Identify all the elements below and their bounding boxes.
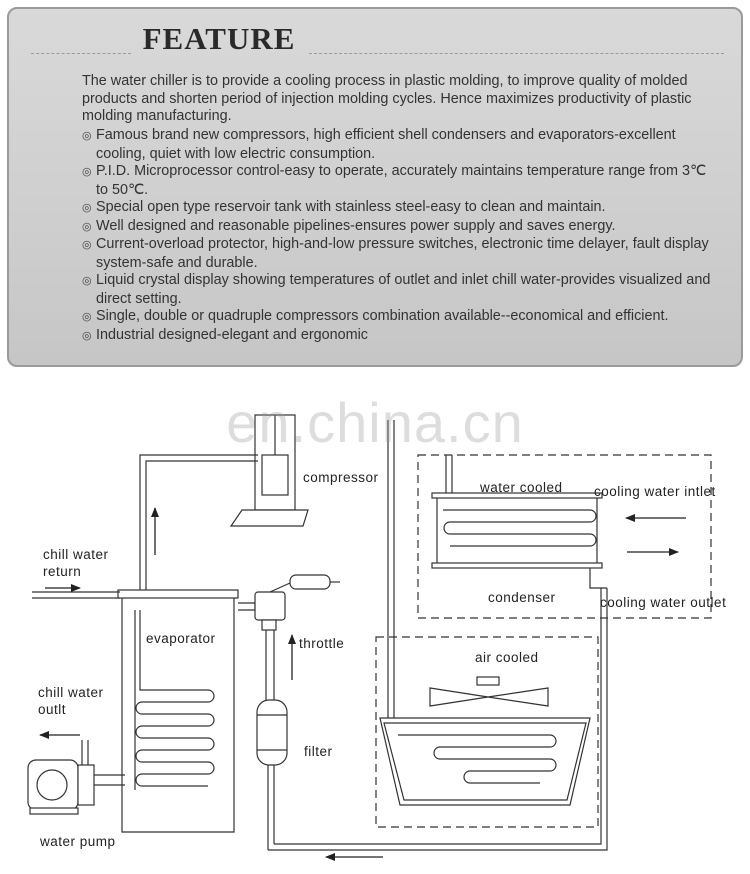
bullet-icon: ◎ xyxy=(82,202,92,214)
feature-list xyxy=(82,127,722,345)
filter-icon xyxy=(257,700,287,850)
fan-icon xyxy=(430,677,548,706)
feature-item-text: Current-overload protector, high-and-low pressure switches, electronic time delayer, fault display system-safe and durable. xyxy=(96,236,709,271)
title-rule-right xyxy=(309,53,724,54)
feature-item xyxy=(82,272,722,308)
air-cooled-condenser-icon xyxy=(380,718,590,805)
label-water-pump: water pump xyxy=(40,834,116,849)
feature-intro: The water chiller is to provide a cooling process in plastic molding, to improve quality of molded products and shorten period of injection molding cycles. Hence maximizes productivity of plastic molding manufacturing. xyxy=(82,73,692,124)
water-pump-icon xyxy=(28,740,125,814)
label-compressor: compressor xyxy=(303,470,379,485)
feature-item xyxy=(82,199,722,218)
feature-item-text: Single, double or quadruple compressors combination available--economical and efficient. xyxy=(96,308,669,324)
water-cooled-condenser-icon xyxy=(432,493,607,588)
feature-item-text: Special open type reservoir tank with stainless steel-easy to clean and maintain. xyxy=(96,199,606,215)
feature-item-text: Liquid crystal display showing temperatures of outlet and inlet chill water-provides visualized and direct setting. xyxy=(96,272,711,307)
feature-item-text: Industrial designed-elegant and ergonomic xyxy=(96,326,369,343)
feature-title: FEATURE xyxy=(142,21,296,56)
feature-item xyxy=(82,327,722,346)
bullet-icon: ◎ xyxy=(82,166,92,178)
feature-item-text: P.I.D. Microprocessor control-easy to operate, accurately maintains temperature range from 3℃ to 50℃. xyxy=(96,163,707,198)
bullet-icon: ◎ xyxy=(82,275,92,287)
label-filter: filter xyxy=(304,744,333,759)
feature-item-text: Well designed and reasonable pipelines-ensures power supply and saves energy. xyxy=(96,217,616,234)
bullet-icon: ◎ xyxy=(82,220,92,233)
feature-item xyxy=(82,218,722,237)
label-condenser: condenser xyxy=(488,590,556,605)
label-water-cooled: water cooled xyxy=(480,480,563,495)
label-air-cooled: air cooled xyxy=(475,650,539,665)
feature-item xyxy=(82,127,722,163)
label-chill-water-outlet-2: outlt xyxy=(38,702,67,717)
evaporator-icon xyxy=(118,590,238,832)
watermark: en.china.cn xyxy=(226,391,524,454)
chill-water-return-arrow xyxy=(32,588,120,598)
label-chill-water-return-1: chill water xyxy=(43,547,109,562)
label-cooling-water-outlet: cooling water outlet xyxy=(600,595,727,610)
feature-panel xyxy=(7,7,743,367)
label-evaporator: evaporator xyxy=(146,631,216,646)
bullet-icon: ◎ xyxy=(82,130,92,142)
label-throttle: throttle xyxy=(299,636,345,651)
label-cooling-water-inlet: cooling water intlet xyxy=(594,484,716,499)
feature-item xyxy=(82,236,722,272)
bullet-icon: ◎ xyxy=(82,329,92,342)
feature-item xyxy=(82,163,722,199)
bullet-icon: ◎ xyxy=(82,311,92,323)
discharge-pipe xyxy=(388,420,452,735)
label-chill-water-return-2: return xyxy=(43,564,82,579)
feature-item-text: Famous brand new compressors, high efficient shell condensers and evaporators-excellent cooling, quiet with low electric consumption. xyxy=(96,127,676,162)
feature-item xyxy=(82,308,722,327)
label-chill-water-outlet-1: chill water xyxy=(38,685,104,700)
bullet-icon: ◎ xyxy=(82,239,92,251)
